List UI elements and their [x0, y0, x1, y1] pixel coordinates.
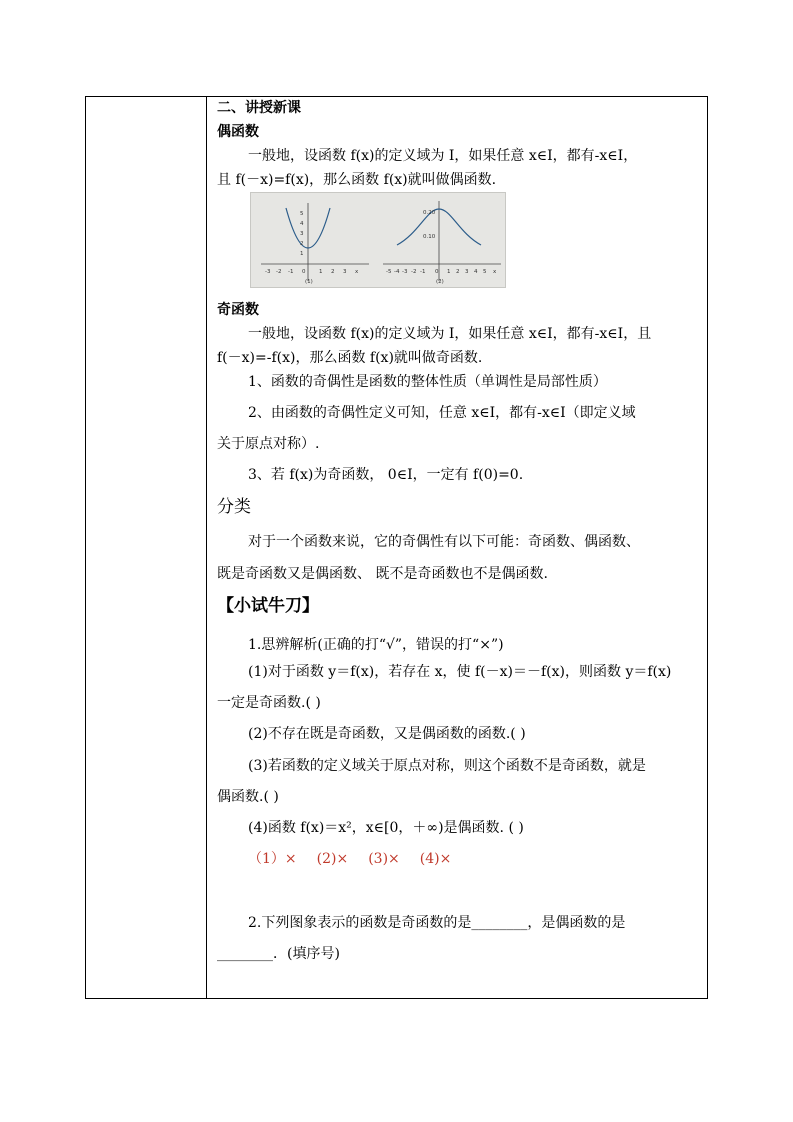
graph-2-x-tick: -4 — [394, 269, 400, 275]
graph-2-x-tick: 4 — [474, 269, 478, 275]
answers-row — [248, 850, 471, 868]
lesson-table — [85, 96, 708, 999]
odd-note-1: 1、函数的奇偶性是函数的整体性质（单调性是局部性质） — [248, 374, 607, 390]
odd-definition-line-2: f(－x)=-f(x)，那么函数 f(x)就叫做奇函数. — [217, 350, 483, 366]
question-1-item-3-line-1: (3)若函数的定义域关于原点对称，则这个函数不是奇函数，就是 — [248, 758, 646, 774]
question-2-line-2: ________．(填序号) — [217, 946, 340, 962]
odd-note-2-line-2: 关于原点对称）. — [217, 436, 320, 452]
even-function-heading: 偶函数 — [217, 124, 259, 140]
graph-2-x-tick: 5 — [483, 269, 487, 275]
graph-1-y-tick: 2 — [300, 241, 304, 247]
graph-2-x-tick: 2 — [456, 269, 460, 275]
classification-line-1: 对于一个函数来说，它的奇偶性有以下可能：奇函数、偶函数、 — [248, 534, 640, 550]
graph-1-x-tick: 1 — [319, 269, 323, 275]
graph-2-bell-curve — [383, 201, 501, 285]
graph-2-caption: (2) — [436, 279, 444, 285]
classification-line-2: 既是奇函数又是偶函数、 既不是奇函数也不是偶函数. — [217, 566, 548, 582]
graph-1-x-tick: -3 — [265, 269, 271, 275]
graph-2-x-tick: x — [493, 269, 497, 275]
left-column-cell — [86, 97, 207, 998]
even-function-graphs-figure — [250, 192, 506, 288]
graph-1-x-tick: 3 — [343, 269, 347, 275]
graph-2-x-tick: -1 — [420, 269, 426, 275]
odd-definition-line-1: 一般地，设函数 f(x)的定义域为 I，如果任意 x∈I，都有-x∈I，且 — [248, 326, 652, 342]
graph-1-x-tick: 0 — [302, 269, 306, 275]
graph-2-x-tick: 1 — [447, 269, 451, 275]
graph-1-y-tick: 3 — [300, 231, 304, 237]
even-definition-line-1: 一般地，设函数 f(x)的定义域为 I，如果任意 x∈I，都有-x∈I， — [248, 148, 638, 164]
graph-1-y-tick: 1 — [300, 251, 304, 257]
odd-note-2-line-1: 2、由函数的奇偶性定义可知，任意 x∈I，都有-x∈I（即定义域 — [248, 405, 636, 421]
graph-1-caption: (1) — [305, 279, 313, 285]
answer-3: (3)× — [368, 851, 400, 867]
question-2-line-1: 2.下列图象表示的函数是奇函数的是________，是偶函数的是 — [248, 915, 626, 931]
graph-1-y-tick: 4 — [300, 221, 304, 227]
section-title: 二、讲授新课 — [217, 100, 301, 116]
question-1-item-3-line-2: 偶函数.( ) — [217, 789, 279, 805]
odd-note-3: 3、若 f(x)为奇函数， 0∈I，一定有 f(0)=0. — [248, 467, 524, 483]
question-1-item-1-line-1: (1)对于函数 y＝f(x)，若存在 x，使 f(－x)＝－f(x)，则函数 y＝f(x) — [248, 664, 672, 680]
question-1-item-1-line-2: 一定是奇函数.( ) — [217, 695, 321, 711]
answer-2: (2)× — [316, 851, 349, 867]
graph-2-x-tick: -2 — [411, 269, 417, 275]
content-cell — [217, 97, 703, 998]
graph-2-x-tick: 3 — [465, 269, 469, 275]
graph-2-x-tick: -5 — [386, 269, 392, 275]
odd-function-heading: 奇函数 — [217, 302, 259, 318]
graph-1-y-tick: 5 — [300, 211, 304, 217]
graph-2-y-tick: 0.20 — [423, 210, 436, 216]
graph-1-x-tick: 2 — [331, 269, 335, 275]
classification-heading: 分类 — [217, 497, 251, 517]
practice-heading: 【小试牛刀】 — [217, 596, 319, 616]
graph-2-x-tick: 0 — [435, 269, 439, 275]
graph-1-x-tick: -2 — [276, 269, 282, 275]
question-1-intro: 1.思辨解析(正确的打“√”，错误的打“×”) — [248, 637, 504, 653]
even-definition-line-2: 且 f(－x)=f(x)，那么函数 f(x)就叫做偶函数. — [217, 172, 497, 188]
question-1-item-2: (2)不存在既是奇函数，又是偶函数的函数.( ) — [248, 726, 526, 742]
graph-2-y-tick: 0.10 — [423, 234, 436, 240]
graph-2-x-tick: -3 — [402, 269, 408, 275]
answer-4: (4)× — [419, 851, 452, 867]
graph-1-x-tick: -1 — [288, 269, 294, 275]
answer-1: （1）× — [248, 851, 297, 867]
graph-1-parabola — [261, 203, 369, 285]
question-1-item-4: (4)函数 f(x)＝x²，x∈[0，＋∞)是偶函数. ( ) — [248, 820, 524, 836]
graph-1-x-tick: x — [355, 269, 359, 275]
